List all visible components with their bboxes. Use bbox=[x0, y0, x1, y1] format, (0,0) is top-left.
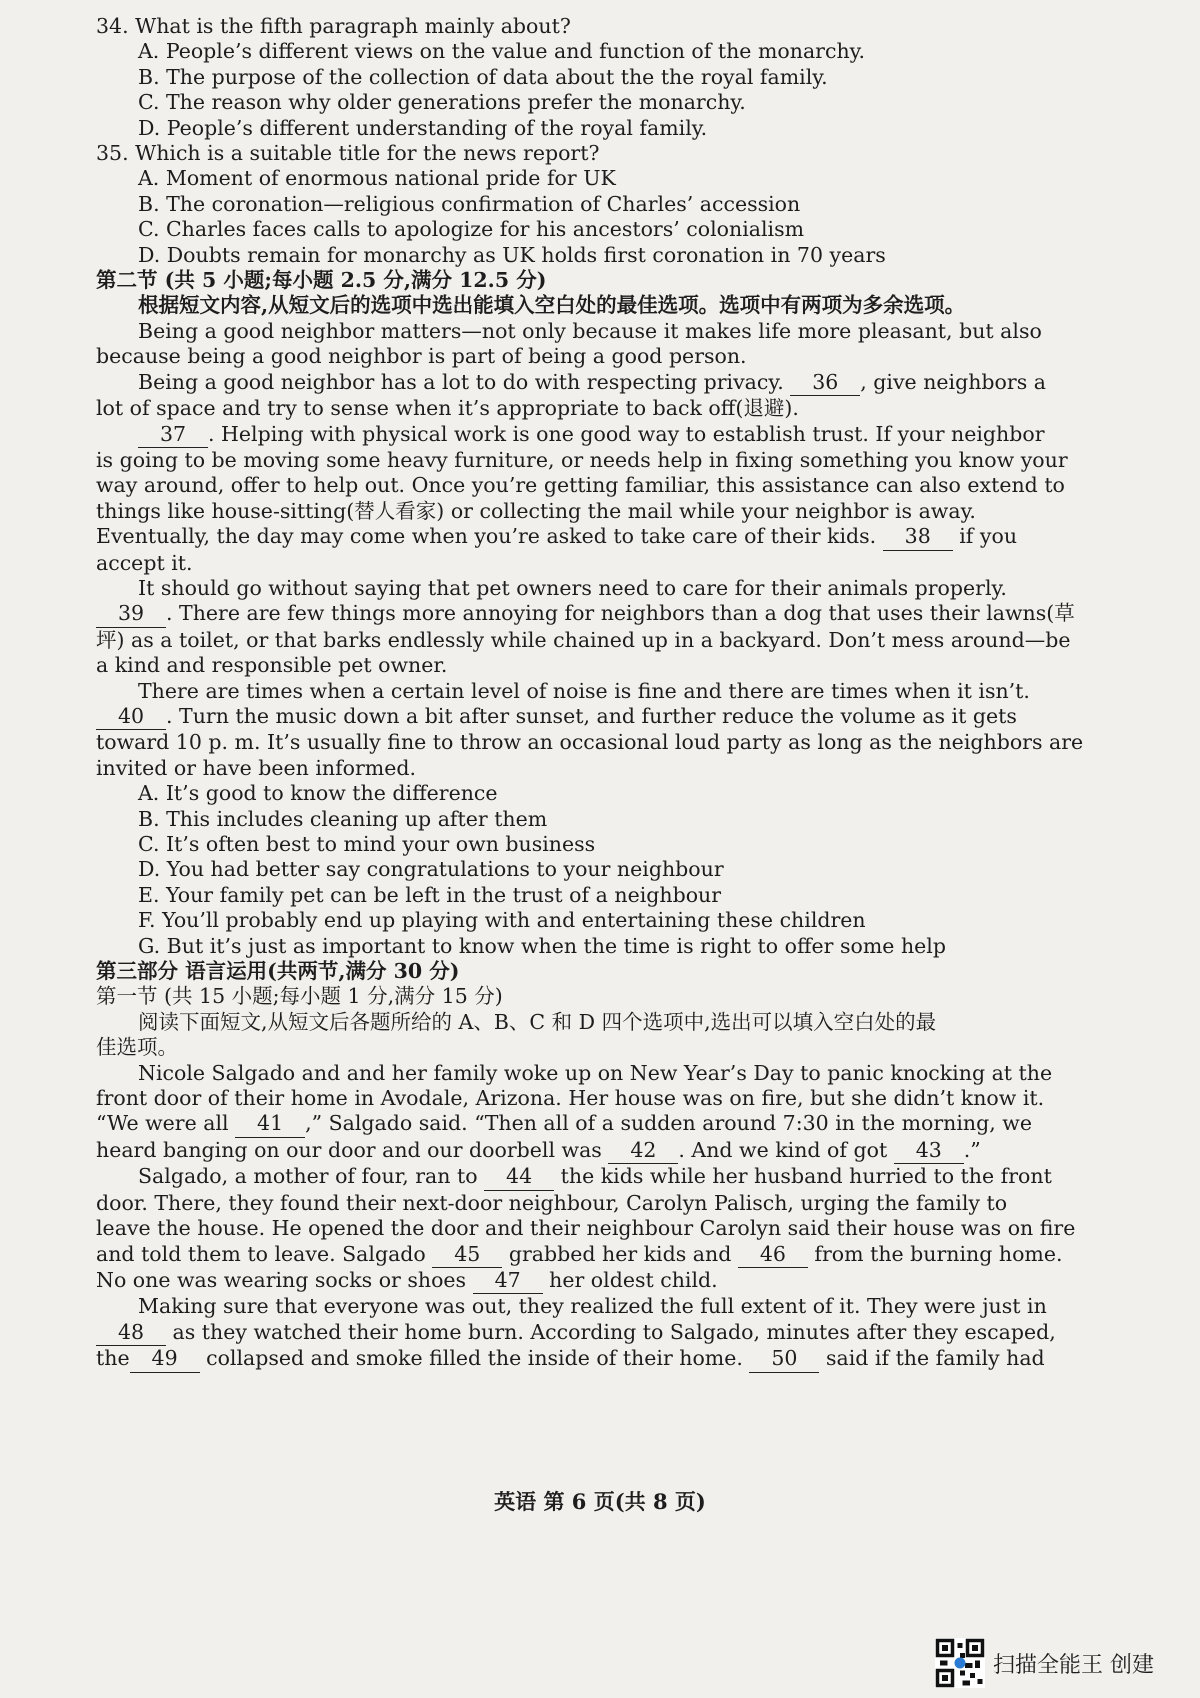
passage-line: 37 . Helping with physical work is one good way to establish trust. If your neighbor bbox=[96, 422, 1096, 448]
part-3-heading: 第三部分 语言运用(共两节,满分 30 分) bbox=[96, 959, 460, 984]
blank-41[interactable]: 41 bbox=[235, 1111, 305, 1137]
passage-line: lot of space and try to sense when it’s appropriate to back off(退避). bbox=[96, 396, 799, 421]
scanner-label: 扫描全能王 创建 bbox=[993, 1652, 1154, 1678]
section-1-heading: 第一节 (共 15 小题;每小题 1 分,满分 15 分) bbox=[96, 984, 503, 1009]
passage-line: invited or have been informed. bbox=[96, 755, 417, 780]
question-34-stem: 34. What is the fifth paragraph mainly about? bbox=[96, 14, 571, 38]
passage-line: “We were all 41 ,” Salgado said. “Then all of a sudden around 7:30 in the morning, we bbox=[96, 1111, 1096, 1137]
q35-option-d: D. Doubts remain for monarchy as UK holds first coronation in 70 years bbox=[138, 242, 886, 267]
passage-line: 48 as they watched their home burn. According to Salgado, minutes after they escaped, bbox=[96, 1320, 1096, 1346]
passage-line: Making sure that everyone was out, they realized the full extent of it. They were just in bbox=[138, 1294, 1047, 1319]
passage-line: and told them to leave. Salgado 45 grabbed her kids and 46 from the burning home. bbox=[96, 1242, 1096, 1268]
q35-option-c: C. Charles faces calls to apologize for his ancestors’ colonialism bbox=[138, 217, 805, 242]
blank-37[interactable]: 37 bbox=[138, 422, 208, 448]
section-2-instruction: 根据短文内容,从短文后的选项中选出能填入空白处的最佳选项。选项中有两项为多余选项。 bbox=[138, 293, 966, 318]
part-3-instruction: 阅读下面短文,从短文后各题所给的 A、B、C 和 D 四个选项中,选出可以填入空白处的最 bbox=[138, 1009, 937, 1034]
passage-line: Being a good neighbor has a lot to do with respecting privacy. 36 , give neighbors a bbox=[96, 370, 1096, 396]
passage-line: Being a good neighbor matters—not only because it makes life more pleasant, but also bbox=[138, 318, 1042, 343]
passage-line: toward 10 p. m. It’s usually fine to throw an occasional loud party as long as the neighbors are bbox=[96, 730, 1084, 755]
passage-line: No one was wearing socks or shoes 47 her oldest child. bbox=[96, 1268, 1096, 1294]
passage-line: There are times when a certain level of noise is fine and there are times when it isn’t. bbox=[138, 678, 1030, 703]
passage-line: the 49 collapsed and smoke filled the inside of their home. 50 said if the family had bbox=[96, 1346, 1096, 1372]
passage-line: things like house-sitting(替人看家) or collecting the mail while your neighbor is away. bbox=[96, 498, 976, 523]
blank-49[interactable]: 49 bbox=[130, 1346, 200, 1372]
passage-line: door. There, they found their next-door neighbour, Carolyn Palisch, urging the family to bbox=[96, 1190, 1008, 1215]
blank-45[interactable]: 45 bbox=[432, 1242, 502, 1268]
passage-line: accept it. bbox=[96, 550, 193, 575]
passage-line: Eventually, the day may come when you’re asked to take care of their kids. 38 if you bbox=[96, 524, 1096, 550]
passage-line: 坪) as a toilet, or that barks endlessly while chained up in a backyard. Don’t mess around—be bbox=[96, 627, 1071, 652]
qr-code-icon bbox=[935, 1638, 985, 1688]
option-b: B. This includes cleaning up after them bbox=[138, 806, 548, 831]
option-f: F. You’ll probably end up playing with and entertaining these children bbox=[138, 908, 866, 933]
blank-50[interactable]: 50 bbox=[749, 1346, 819, 1372]
option-a: A. It’s good to know the difference bbox=[138, 781, 498, 806]
blank-46[interactable]: 46 bbox=[738, 1242, 808, 1268]
passage-line: 39 . There are few things more annoying for neighbors than a dog that uses their lawns(草 bbox=[96, 601, 1096, 627]
blank-48[interactable]: 48 bbox=[96, 1320, 166, 1346]
passage-line: 40 . Turn the music down a bit after sunset, and further reduce the volume as it gets bbox=[96, 704, 1096, 730]
option-d: D. You had better say congratulations to your neighbour bbox=[138, 857, 724, 882]
blank-39[interactable]: 39 bbox=[96, 601, 166, 627]
option-g: G. But it’s just as important to know when the time is right to offer some help bbox=[138, 933, 946, 958]
option-c: C. It’s often best to mind your own business bbox=[138, 832, 596, 856]
passage-line: heard banging on our door and our doorbell was 42 . And we kind of got 43 .” bbox=[96, 1138, 1096, 1164]
passage-line: a kind and responsible pet owner. bbox=[96, 653, 448, 678]
page-footer: 英语 第 6 页(共 8 页) bbox=[494, 1489, 706, 1514]
option-e: E. Your family pet can be left in the trust of a neighbour bbox=[138, 882, 722, 907]
q35-option-b: B. The coronation—religious confirmation of Charles’ accession bbox=[138, 191, 801, 216]
blank-43[interactable]: 43 bbox=[894, 1138, 964, 1164]
part-3-instruction-cont: 佳选项。 bbox=[96, 1035, 178, 1060]
q35-option-a: A. Moment of enormous national pride for UK bbox=[138, 166, 616, 191]
passage-line: is going to be moving some heavy furniture, or needs help in fixing something you know your bbox=[96, 447, 1068, 472]
passage-line: Salgado, a mother of four, ran to 44 the kids while her husband hurried to the front bbox=[96, 1164, 1096, 1190]
blank-38[interactable]: 38 bbox=[883, 524, 953, 550]
section-2-heading: 第二节 (共 5 小题;每小题 2.5 分,满分 12.5 分) bbox=[96, 268, 547, 293]
q34-option-a: A. People’s different views on the value and function of the monarchy. bbox=[138, 39, 866, 64]
question-35-stem: 35. Which is a suitable title for the news report? bbox=[96, 141, 600, 166]
passage-line: leave the house. He opened the door and their neighbour Carolyn said their house was on fire bbox=[96, 1216, 1076, 1241]
passage-line: front door of their home in Avodale, Arizona. Her house was on fire, but she didn’t know it. bbox=[96, 1086, 1045, 1111]
blank-40[interactable]: 40 bbox=[96, 704, 166, 730]
passage-line: because being a good neighbor is part of being a good person. bbox=[96, 344, 747, 369]
passage-line: Nicole Salgado and and her family woke up on New Year’s Day to panic knocking at the bbox=[138, 1060, 1053, 1085]
blank-42[interactable]: 42 bbox=[608, 1138, 678, 1164]
exam-page bbox=[96, 14, 1096, 1373]
scanner-watermark bbox=[935, 1638, 1154, 1688]
passage-line: way around, offer to help out. Once you’re getting familiar, this assistance can also extend to bbox=[96, 473, 1065, 498]
q34-option-c: C. The reason why older generations prefer the monarchy. bbox=[138, 90, 746, 115]
blank-47[interactable]: 47 bbox=[473, 1268, 543, 1294]
q34-option-b: B. The purpose of the collection of data about the the royal family. bbox=[138, 64, 828, 89]
passage-line: It should go without saying that pet owners need to care for their animals properly. bbox=[138, 575, 1007, 600]
blank-44[interactable]: 44 bbox=[484, 1164, 554, 1190]
blank-36[interactable]: 36 bbox=[790, 370, 860, 396]
q34-option-d: D. People’s different understanding of the royal family. bbox=[138, 115, 708, 140]
